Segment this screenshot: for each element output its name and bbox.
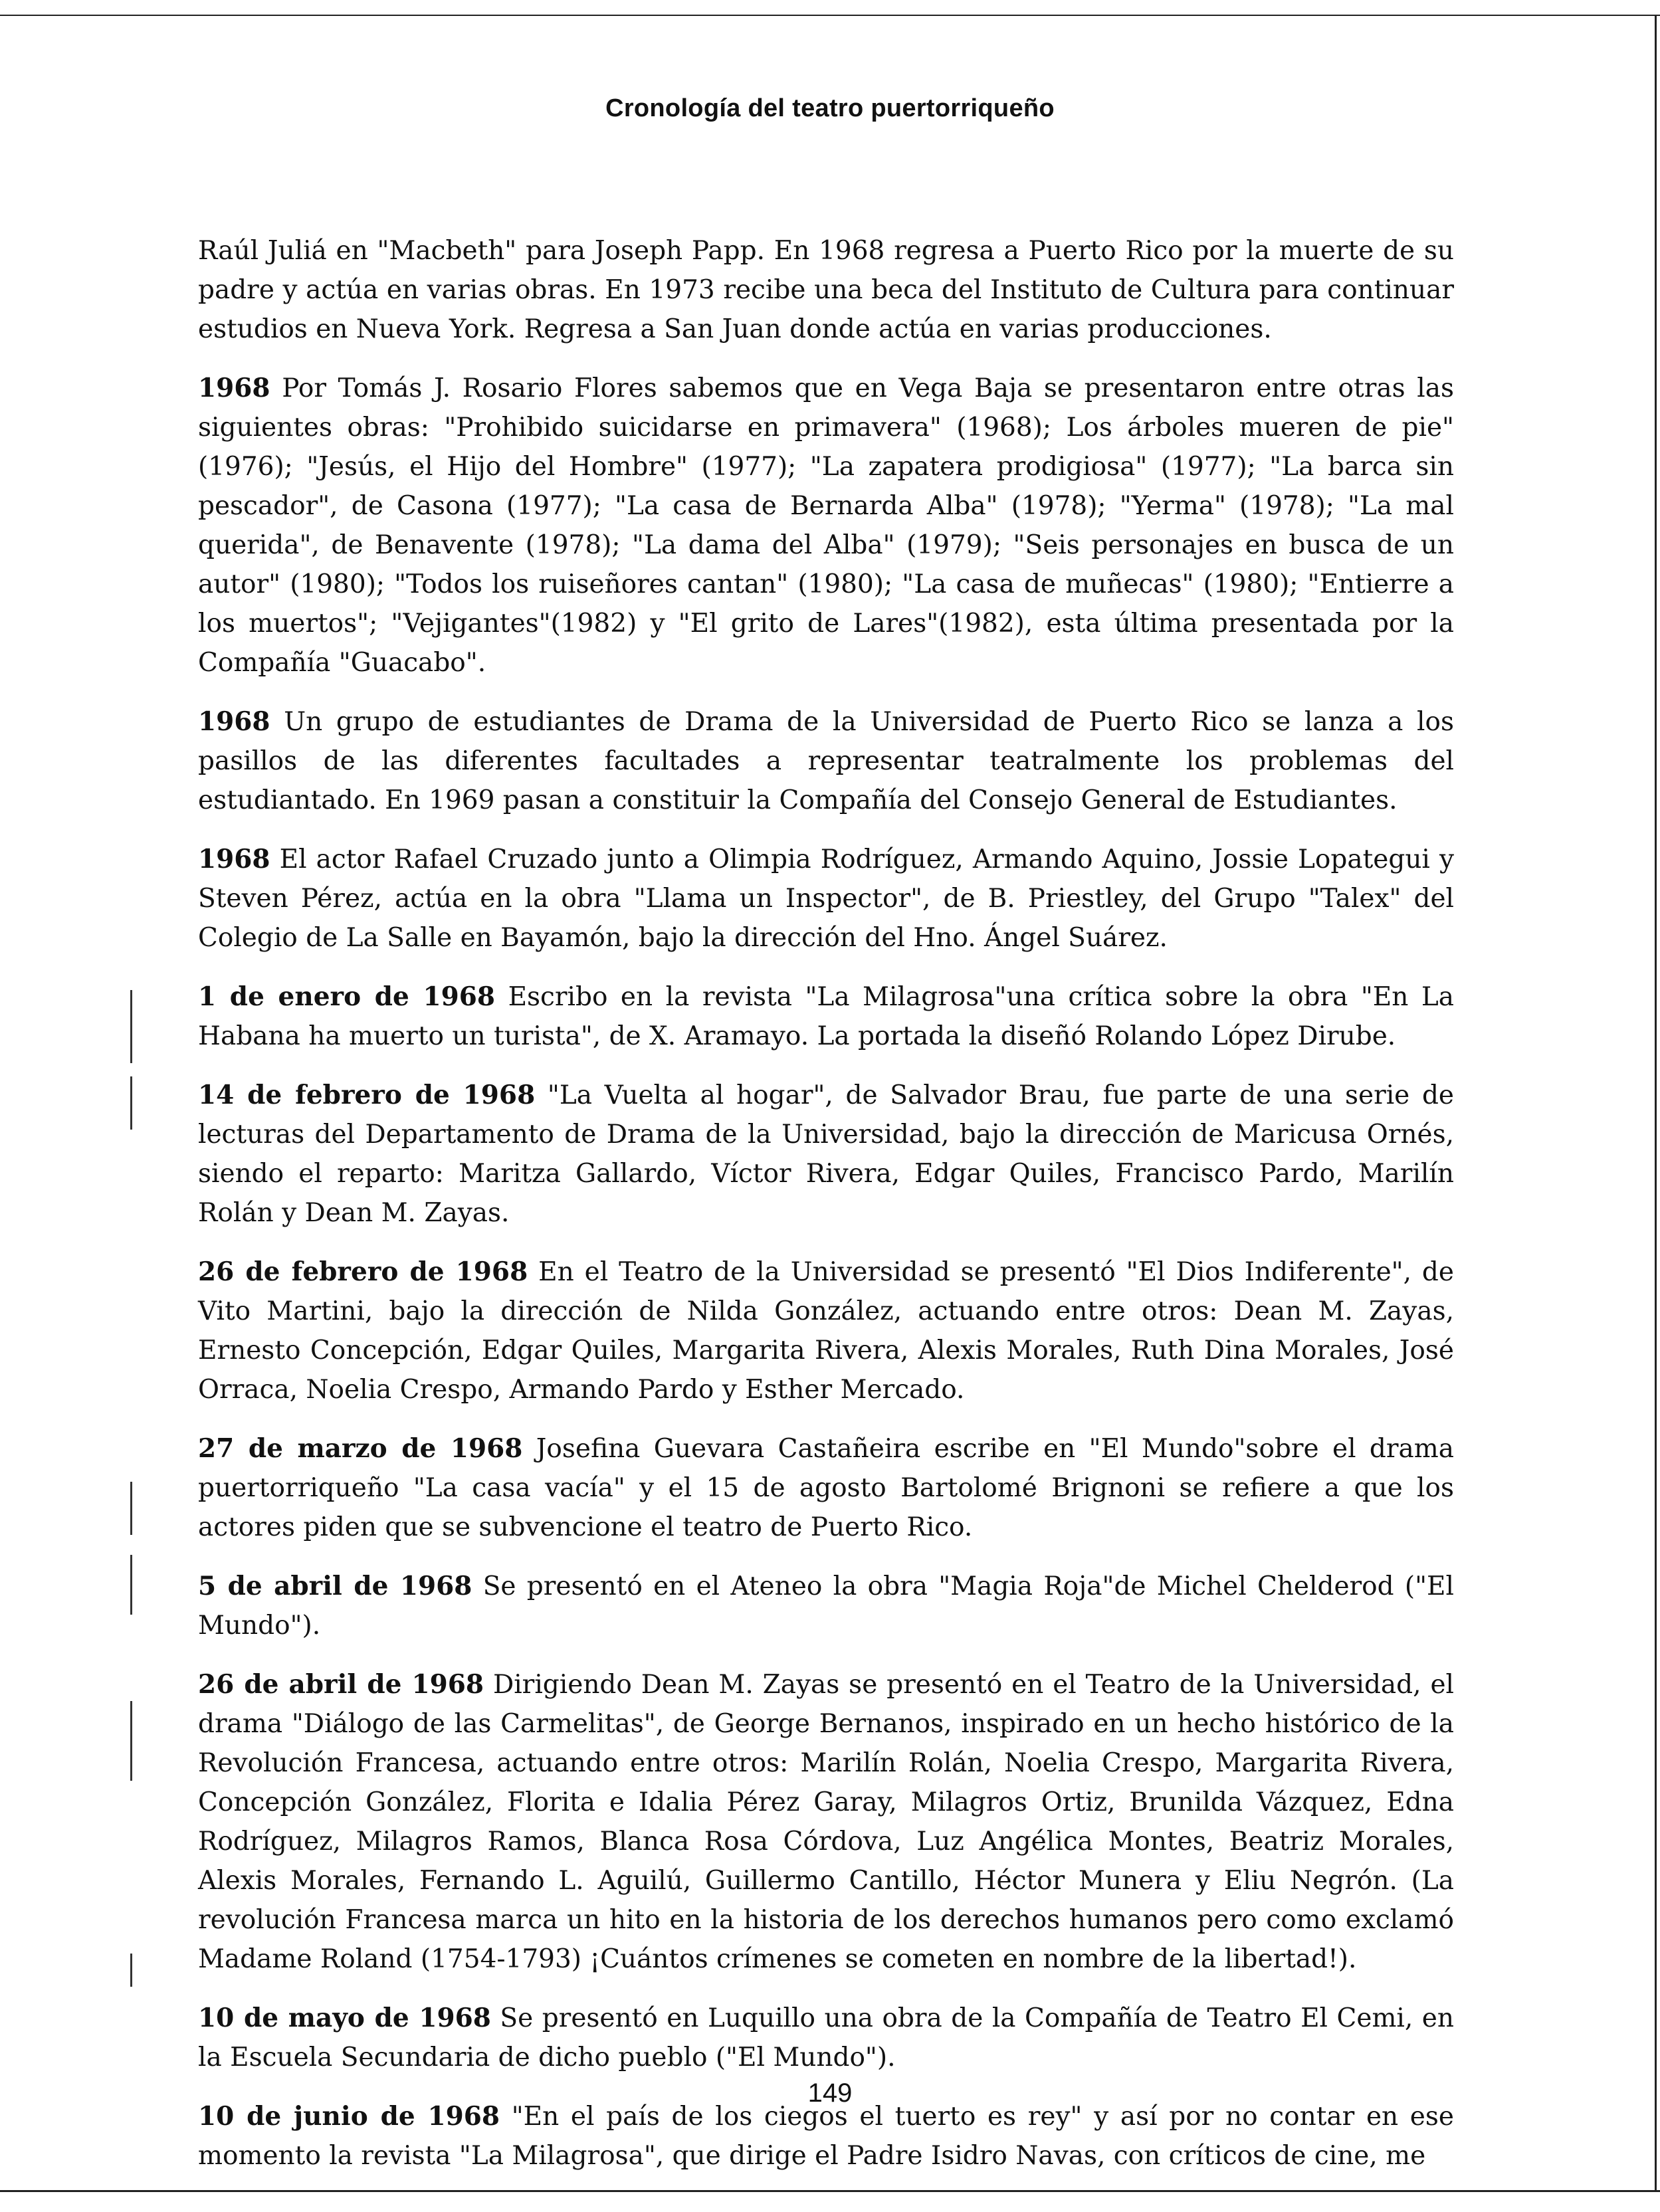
entry-text: En el Teatro de la Universidad se presentó "El Dios Indiferente", de Vito Martini, bajo la dirección de Nilda González, actuando entre otros: Dean M. Zayas, Ernesto Concepción, Edgar Quiles, Margarita Rivera, Alexis Morales, Ruth Dina Morales, José Orraca, Noelia Crespo, Armando Pardo y Esther Mercado.	[198, 1257, 1454, 1405]
chronology-entry	[198, 1567, 1454, 1645]
entry-text: Josefina Guevara Castañeira escribe en "El Mundo"sobre el drama puertorriqueño "La casa vacía" y el 15 de agosto Bartolomé Brignoni se refiere a que los actores piden que se subvencione el teatro de Puerto Rico.	[198, 1434, 1454, 1542]
entry-date: 27 de marzo de 1968	[198, 1433, 523, 1464]
chronology-entry	[198, 1253, 1454, 1409]
entry-text: Escribo en la revista "La Milagrosa"una crítica sobre la obra "En La Habana ha muerto un turista", de X. Aramayo. La portada la diseñó Rolando López Dirube.	[198, 982, 1455, 1051]
scan-top-border	[0, 15, 1660, 16]
chronology-entry	[198, 702, 1454, 820]
chronology-entry	[198, 1429, 1454, 1547]
margin-mark	[130, 990, 132, 1063]
entry-text: El actor Rafael Cruzado junto a Olimpia Rodríguez, Armando Aquino, Jossie Lopategui y Steven Pérez, actúa en la obra "Llama un Inspector", de B. Priestley, del Grupo "Talex" del Colegio de La Salle en Bayamón, bajo la dirección del Hno. Ángel Suárez.	[198, 845, 1454, 953]
margin-mark	[130, 1701, 132, 1781]
entry-text: Se presentó en Luquillo una obra de la Compañía de Teatro El Cemi, en la Escuela Secundaria de dicho pueblo ("El Mundo").	[198, 2003, 1454, 2072]
entry-date: 1968	[198, 373, 270, 403]
scan-right-border	[1655, 15, 1657, 2191]
entry-date: 1968	[198, 706, 270, 737]
entry-date: 10 de mayo de 1968	[198, 2003, 491, 2033]
entry-text: Un grupo de estudiantes de Drama de la Universidad de Puerto Rico se lanza a los pasillos de las diferentes facultades a representar teatralmente los problemas del estudiantado. En 1969 pasan a constituir la Compañía del Consejo General de Estudiantes.	[198, 707, 1454, 815]
margin-mark	[130, 1954, 132, 1987]
page-body	[198, 231, 1454, 2195]
entry-text: "En el país de los ciegos el tuerto es rey" y así por no contar en ese momento la revista "La Milagrosa", que dirige el Padre Isidro Navas, con críticos de cine, me	[198, 2102, 1454, 2171]
chronology-entry	[198, 1999, 1454, 2077]
margin-mark	[130, 1076, 132, 1130]
entry-text: Se presentó en el Ateneo la obra "Magia Roja"de Michel Chelderod ("El Mundo").	[198, 1571, 1454, 1641]
chronology-entry	[198, 1076, 1454, 1233]
chronology-entry	[198, 1665, 1454, 1979]
entry-text: Por Tomás J. Rosario Flores sabemos que en Vega Baja se presentaron entre otras las siguientes obras: "Prohibido suicidarse en primavera" (1968); Los árboles mueren de pie" (1976); "Jesús, el Hijo del Hombre" (1977); "La zapatera prodigiosa" (1977); "La barca sin pescador", de Casona (1977); "La casa de Bernarda Alba" (1978); "Yerma" (1978); "La mal querida", de Benavente (1978); "La dama del Alba" (1979); "Seis personajes en busca de un autor" (1980); "Todos los ruiseñores cantan" (1980); "La casa de muñecas" (1980); "Entierre a los muertos"; "Vejigantes"(1982) y "El grito de Lares"(1982), esta última presentada por la Compañía "Guacabo".	[198, 373, 1454, 678]
entry-date: 14 de febrero de 1968	[198, 1080, 536, 1110]
margin-mark	[130, 1555, 132, 1615]
chronology-entry	[198, 840, 1454, 957]
entry-date: 10 de junio de 1968	[198, 2101, 500, 2132]
margin-mark	[130, 1482, 132, 1535]
chronology-entry	[198, 369, 1454, 682]
running-header: Cronología del teatro puertorriqueño	[605, 94, 1055, 122]
entry-text: Raúl Juliá en "Macbeth" para Joseph Papp. En 1968 regresa a Puerto Rico por la muerte de su padre y actúa en varias obras. En 1973 recibe una beca del Instituto de Cultura para continuar estudios en Nueva York. Regresa a San Juan donde actúa en varias producciones.	[198, 236, 1454, 344]
entry-date: 1968	[198, 844, 270, 874]
entry-text: Dirigiendo Dean M. Zayas se presentó en el Teatro de la Universidad, el drama "Diálogo de las Carmelitas", de George Bernanos, inspirado en un hecho histórico de la Revolución Francesa, actuando entre otros: Marilín Rolán, Noelia Crespo, Margarita Rivera, Concepción González, Florita e Idalia Pérez Garay, Milagros Ortiz, Brunilda Vázquez, Edna Rodríguez, Milagros Ramos, Blanca Rosa Córdova, Luz Angélica Montes, Beatriz Morales, Alexis Morales, Fernando L. Aguilú, Guillermo Cantillo, Héctor Munera y Eliu Negrón. (La revolución Francesa marca un hito en la historia de los derechos humanos pero como exclamó Madame Roland (1754-1793) ¡Cuántos crímenes se cometen en nombre de la libertad!).	[198, 1670, 1454, 1974]
entry-text: "La Vuelta al hogar", de Salvador Brau, fue parte de una serie de lecturas del Departamento de Drama de la Universidad, bajo la dirección de Maricusa Ornés, siendo el reparto: Maritza Gallardo, Víctor Rivera, Edgar Quiles, Francisco Pardo, Marilín Rolán y Dean M. Zayas.	[198, 1080, 1454, 1228]
entry-date: 26 de febrero de 1968	[198, 1257, 528, 1287]
chronology-entry	[198, 2097, 1454, 2175]
entry-date: 1 de enero de 1968	[198, 981, 496, 1012]
entry-date: 5 de abril de 1968	[198, 1571, 472, 1601]
chronology-entry	[198, 977, 1454, 1056]
page-number: 149	[807, 2078, 853, 2108]
chronology-entry	[198, 231, 1454, 349]
entry-date: 26 de abril de 1968	[198, 1669, 484, 1700]
